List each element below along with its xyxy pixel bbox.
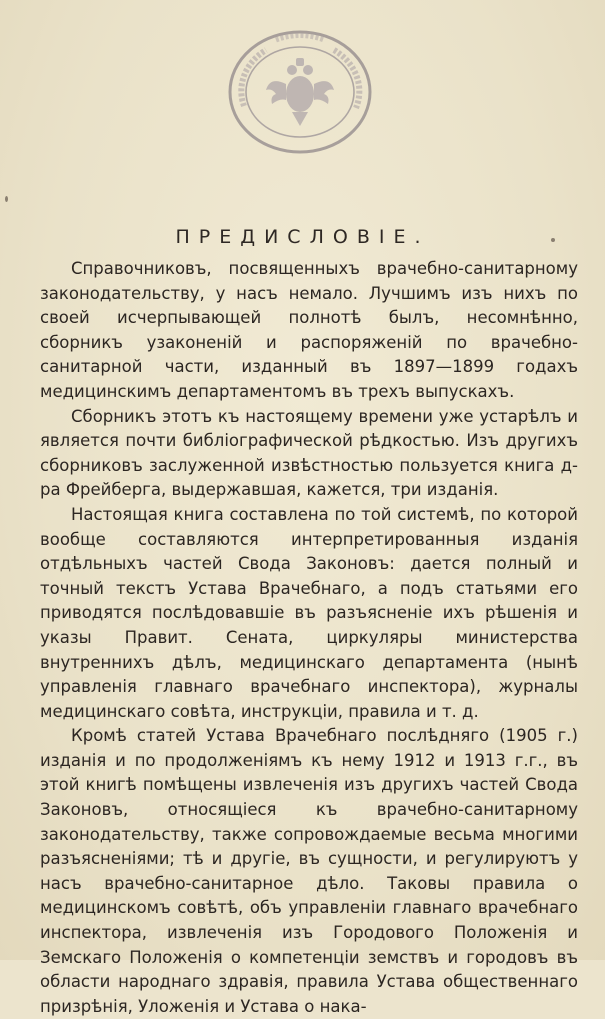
paragraph-1: Справочниковъ, посвященныхъ врачебно-санитарному законодательству, у насъ немало. Лучшимъ изъ нихъ по своей исчерпывающей полнотѣ былъ, несомнѣнно, сборникъ узаконеній и распоряженій по врачебно-санитарной части, изданный въ 1897—1899 годахъ медицинскимъ департаментомъ въ трехъ выпускахъ. [40,259,578,401]
paper-speck [5,196,8,202]
library-stamp [226,28,374,156]
preface-text [40,257,578,1019]
paragraph-4: Кромѣ статей Устава Врачебнаго послѣдняго (1905 г.) изданія и по продолженіямъ къ нему 1912 и 1913 г.г., въ этой книгѣ помѣщены извлеченія изъ другихъ частей Свода Законовъ, относящіеся къ врачебно-санитарному законодательству, также сопровождаемые весьма многими разъясненіями; тѣ и другіе, въ сущности, и регулируютъ у насъ врачебно-санитарное дѣло. Таковы правила о медицинскомъ совѣтѣ, объ управленіи главнаго врачебнаго инспектора, извлеченія изъ Городового Положенія и Земскаго Положенія о компетенціи земствъ и городовъ въ области народнаго здравія, правила Устава общественнаго призрѣнія, Уложенія и Устава о нака- [40,726,578,1016]
paragraph-3: Настоящая книга составлена по той системѣ, по которой вообще составляются интерпретированныя изданія отдѣльныхъ частей Свода Законовъ: дается полный и точный текстъ Устава Врачебнаго, а подъ статьями его приводятся послѣдовавшіе въ разъясненіе ихъ рѣшенія и указы Правит. Сената, циркуляры министерства внутреннихъ дѣлъ, медицинскаго департамента (нынѣ управленія главнаго врачебнаго инспектора), журналы медицинскаго совѣта, инструкціи, правила и т. д. [40,504,578,721]
page-title: ПРЕДИСЛОВІЕ. [175,225,430,248]
paragraph-2: Сборникъ этотъ къ настоящему времени уже устарѣлъ и является почти библіографической рѣдкостью. Изъ другихъ сборниковъ заслуженной извѣстностью пользуется книга д-ра Фрейберга, выдержавшая, кажется, три изданія. [40,406,578,500]
